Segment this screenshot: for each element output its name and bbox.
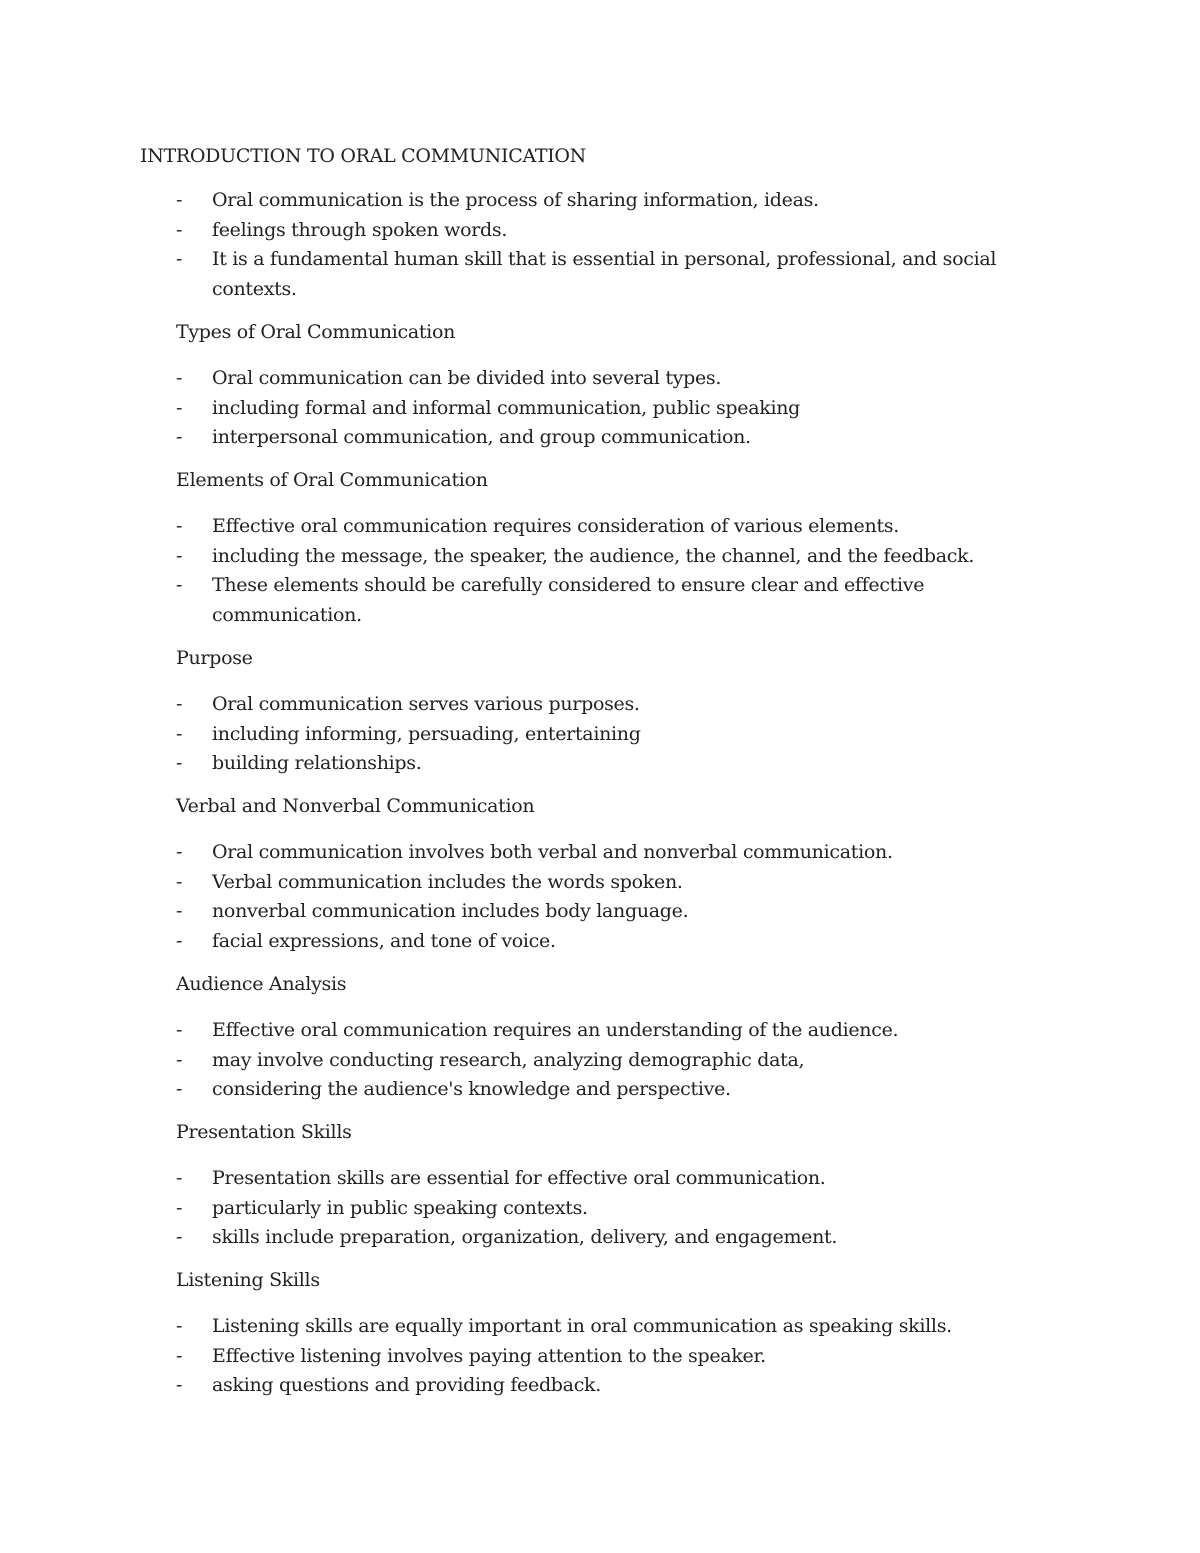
- section-bullet-list: [176, 1164, 1046, 1253]
- list-item: [176, 571, 1046, 630]
- list-item: [176, 838, 1046, 868]
- list-item-text: These elements should be carefully considered to ensure clear and effective communication.: [212, 574, 925, 626]
- list-item-text: Oral communication can be divided into several types.: [212, 367, 722, 389]
- section-bullet-list: [176, 838, 1046, 956]
- list-item-text: nonverbal communication includes body language.: [212, 900, 689, 922]
- section-heading: Presentation Skills: [176, 1121, 352, 1143]
- list-item-text: Listening skills are equally important in oral communication as speaking skills.: [212, 1315, 952, 1337]
- list-item-text: interpersonal communication, and group communication.: [212, 426, 751, 448]
- list-item: [176, 868, 1046, 898]
- list-item-text: Oral communication involves both verbal and nonverbal communication.: [212, 841, 893, 863]
- bullet-marker: -: [176, 218, 183, 241]
- list-item-text: Effective oral communication requires consideration of various elements.: [212, 515, 899, 537]
- section-heading: Types of Oral Communication: [176, 321, 456, 343]
- section-purpose: [176, 646, 1046, 779]
- list-item-text: Effective oral communication requires an understanding of the audience.: [212, 1019, 899, 1041]
- list-item: [176, 542, 1046, 572]
- bullet-marker: -: [176, 515, 183, 537]
- section-listening-skills: [176, 1268, 1046, 1401]
- list-item-text: facial expressions, and tone of voice.: [212, 929, 556, 952]
- list-item: [176, 1164, 1046, 1194]
- bullet-marker: -: [176, 189, 183, 211]
- list-item-text: Effective listening involves paying attention to the speaker.: [212, 1344, 766, 1367]
- list-item-text: considering the audience's knowledge and perspective.: [212, 1078, 731, 1100]
- bullet-marker: -: [176, 929, 183, 952]
- list-item: [176, 394, 1046, 424]
- list-item-text: including formal and informal communication, public speaking: [212, 396, 801, 419]
- intro-bullet-list: [176, 186, 1046, 304]
- section-heading: Listening Skills: [176, 1269, 320, 1291]
- section-bullet-list: [176, 1016, 1046, 1105]
- list-item: [176, 186, 1046, 216]
- section-heading: Elements of Oral Communication: [176, 469, 488, 491]
- list-item: [176, 897, 1046, 927]
- list-item: [176, 1194, 1046, 1224]
- list-item: [176, 749, 1046, 779]
- section-bullet-list: [176, 1312, 1046, 1401]
- bullet-marker: -: [176, 396, 183, 419]
- list-item: [176, 216, 1046, 246]
- list-item-text: asking questions and providing feedback.: [212, 1374, 601, 1396]
- list-item-text: Oral communication is the process of sharing information, ideas.: [212, 189, 819, 211]
- list-item: [176, 720, 1046, 750]
- section-presentation-skills: [176, 1120, 1046, 1253]
- bullet-marker: -: [176, 1078, 183, 1100]
- list-item: [176, 364, 1046, 394]
- section-heading: Verbal and Nonverbal Communication: [176, 795, 535, 817]
- bullet-marker: -: [176, 1226, 183, 1248]
- section-audience-analysis: [176, 972, 1046, 1105]
- list-item-text: building relationships.: [212, 752, 422, 774]
- intro-section: [176, 186, 1046, 304]
- bullet-marker: -: [176, 367, 183, 389]
- section-heading: Audience Analysis: [176, 973, 347, 995]
- list-item: [176, 1046, 1046, 1076]
- list-item-text: Verbal communication includes the words spoken.: [212, 870, 683, 893]
- section-verbal-nonverbal: [176, 794, 1046, 956]
- list-item-text: particularly in public speaking contexts.: [212, 1196, 588, 1219]
- list-item-text: may involve conducting research, analyzing demographic data,: [212, 1048, 805, 1071]
- list-item: [176, 1312, 1046, 1342]
- list-item: [176, 1342, 1046, 1372]
- list-item: [176, 690, 1046, 720]
- bullet-marker: -: [176, 1196, 183, 1219]
- list-item-text: skills include preparation, organization, delivery, and engagement.: [212, 1226, 838, 1248]
- bullet-marker: -: [176, 544, 183, 567]
- bullet-marker: -: [176, 841, 183, 863]
- section-bullet-list: [176, 364, 1046, 453]
- bullet-marker: -: [176, 870, 183, 893]
- list-item-text: including informing, persuading, entertaining: [212, 722, 641, 745]
- bullet-marker: -: [176, 574, 183, 596]
- section-types: [176, 320, 1046, 453]
- bullet-marker: -: [176, 426, 183, 448]
- bullet-marker: -: [176, 752, 183, 774]
- list-item-text: feelings through spoken words.: [212, 218, 508, 241]
- list-item-text: Presentation skills are essential for effective oral communication.: [212, 1167, 826, 1189]
- list-item: [176, 245, 1046, 304]
- bullet-marker: -: [176, 693, 183, 715]
- bullet-marker: -: [176, 248, 183, 270]
- bullet-marker: -: [176, 1315, 183, 1337]
- list-item: [176, 1075, 1046, 1105]
- bullet-marker: -: [176, 1374, 183, 1396]
- bullet-marker: -: [176, 1019, 183, 1041]
- section-elements: [176, 468, 1046, 630]
- bullet-marker: -: [176, 900, 183, 922]
- list-item: [176, 1371, 1046, 1401]
- section-bullet-list: [176, 512, 1046, 630]
- list-item: [176, 512, 1046, 542]
- bullet-marker: -: [176, 1048, 183, 1071]
- list-item-text: It is a fundamental human skill that is essential in personal, professional, and social contexts.: [212, 248, 997, 300]
- list-item: [176, 927, 1046, 957]
- bullet-marker: -: [176, 1344, 183, 1367]
- list-item-text: including the message, the speaker, the audience, the channel, and the feedback.: [212, 544, 975, 567]
- list-item: [176, 1016, 1046, 1046]
- bullet-marker: -: [176, 722, 183, 745]
- section-bullet-list: [176, 690, 1046, 779]
- bullet-marker: -: [176, 1167, 183, 1189]
- document-title: INTRODUCTION TO ORAL COMMUNICATION: [140, 145, 587, 167]
- list-item: [176, 1223, 1046, 1253]
- list-item: [176, 423, 1046, 453]
- section-heading: Purpose: [176, 647, 253, 669]
- list-item-text: Oral communication serves various purposes.: [212, 693, 640, 715]
